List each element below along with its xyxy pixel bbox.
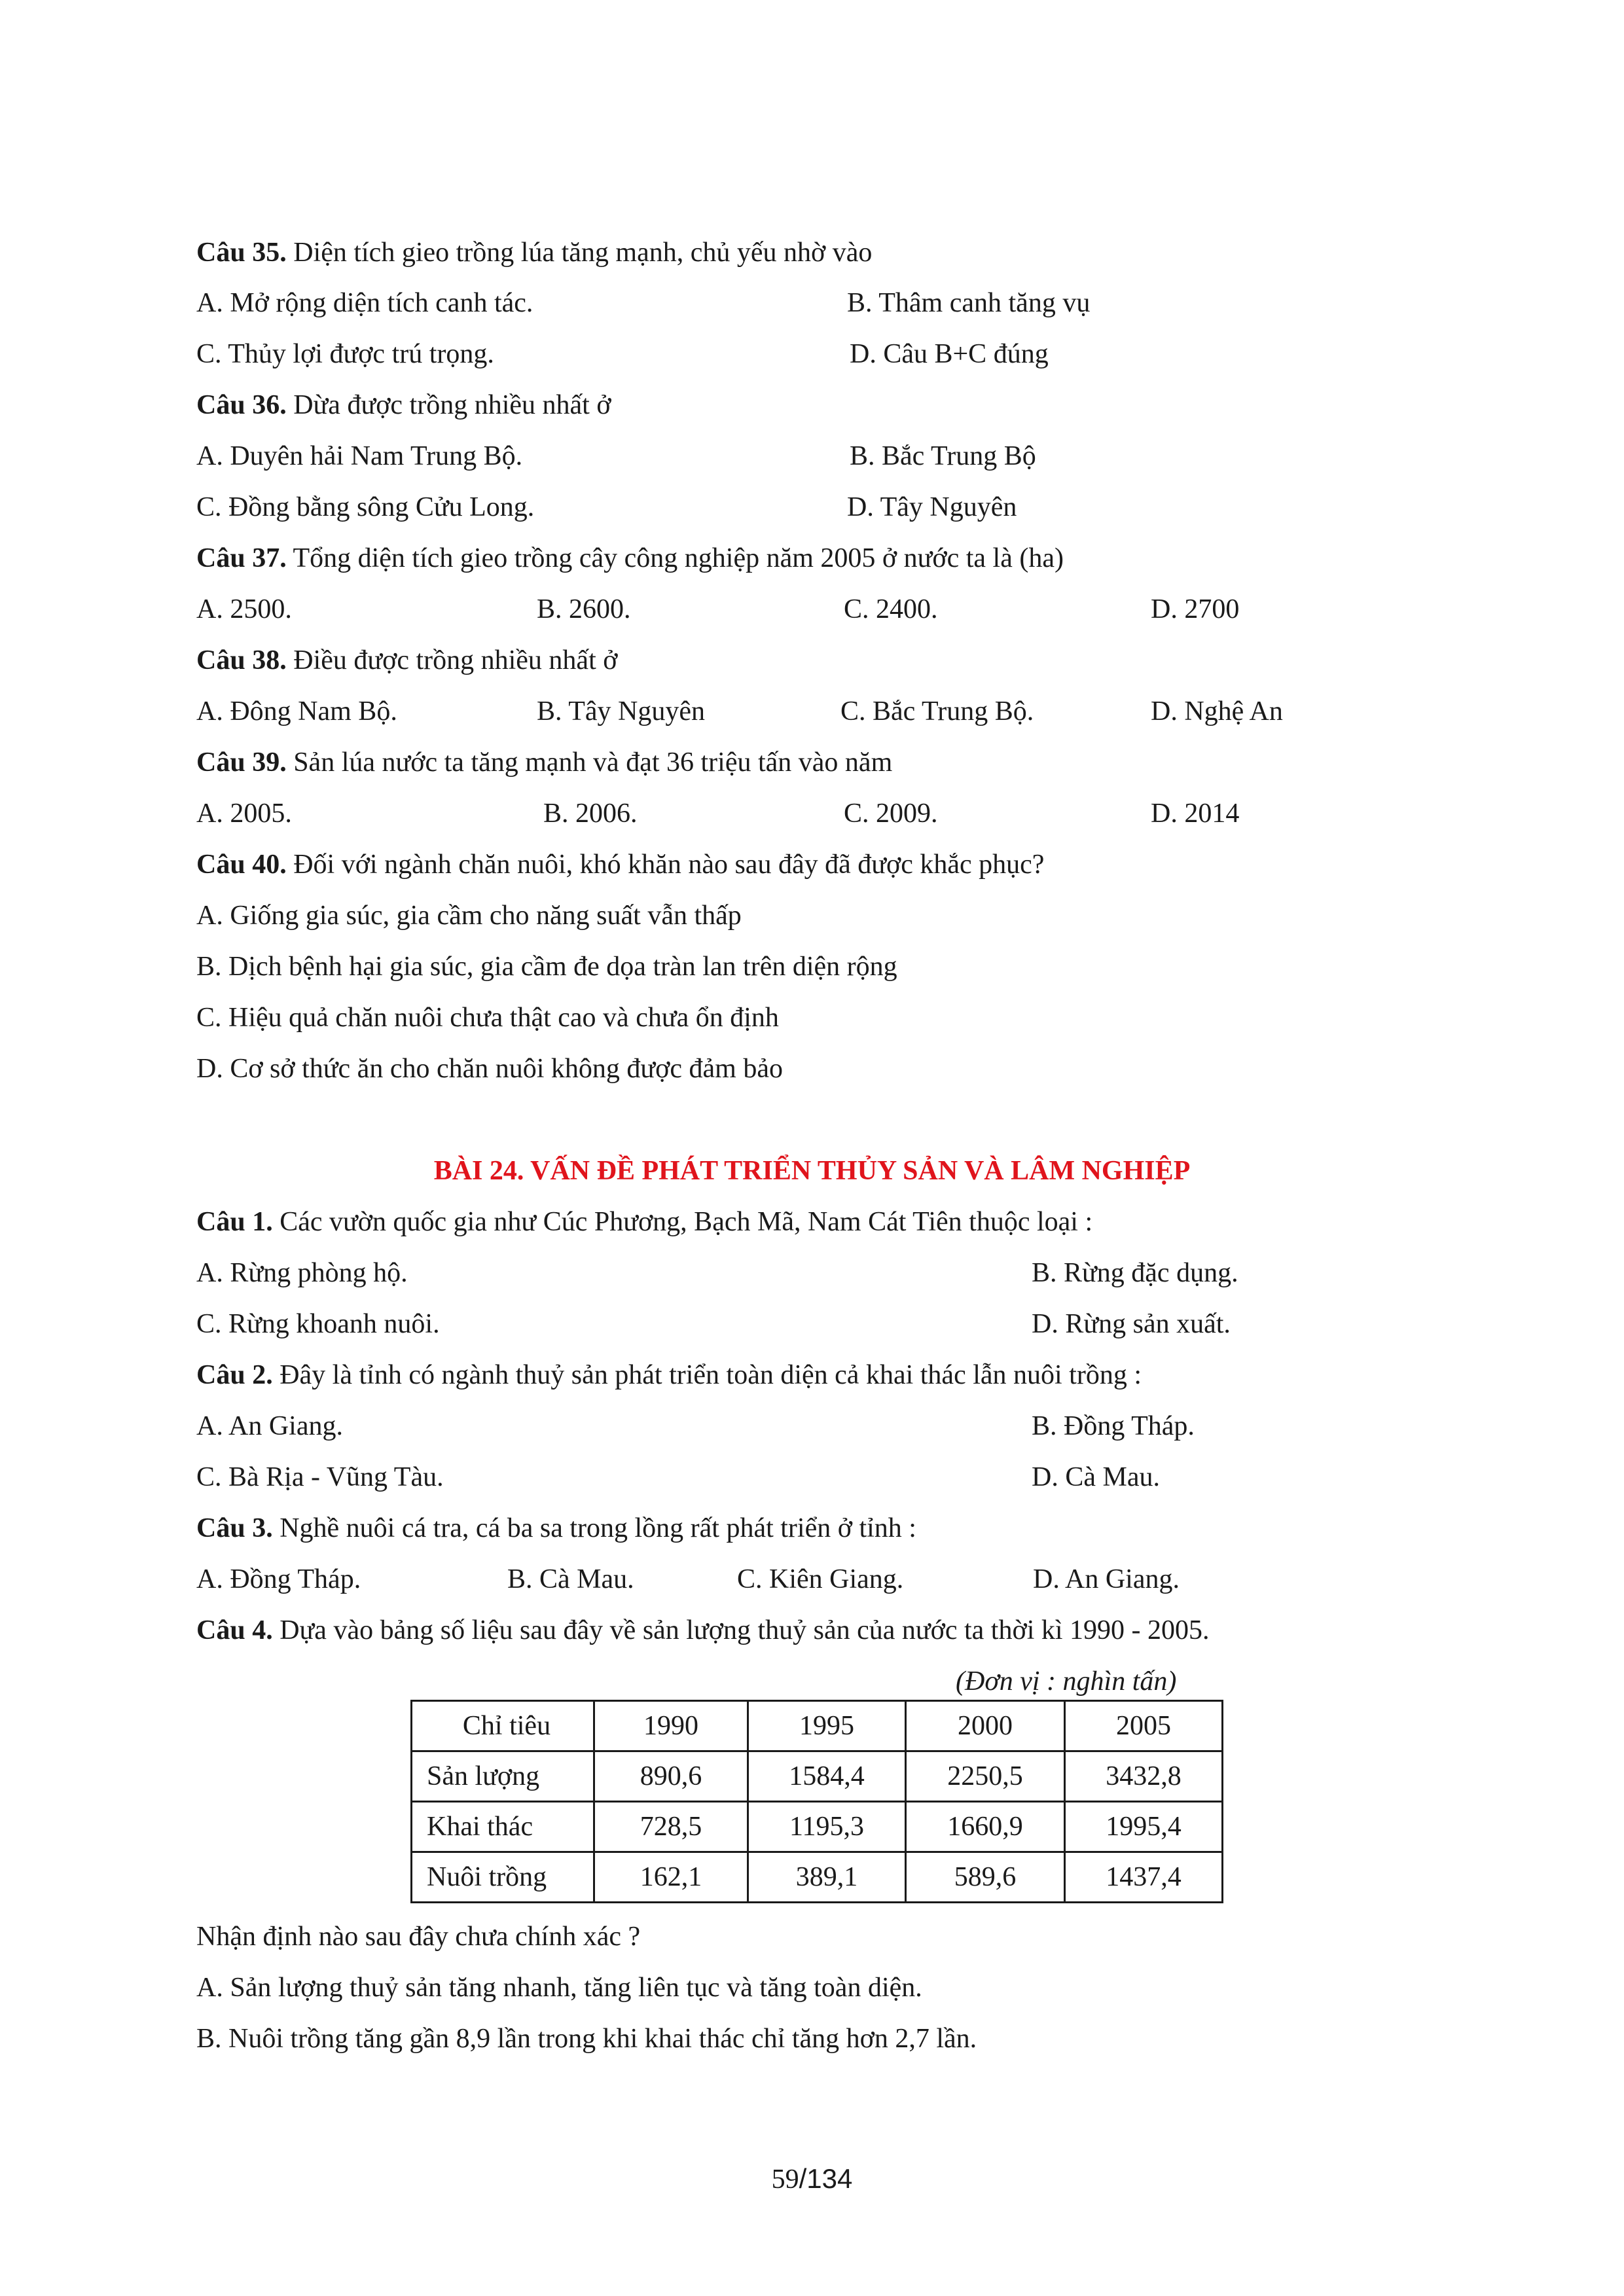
section-title: BÀI 24. VẤN ĐỀ PHÁT TRIỂN THỦY SẢN VÀ LÂM NGHIỆP [433, 1156, 1191, 1186]
question-label: Câu 4. [196, 1615, 273, 1645]
option-b: B. Tây Nguyên [537, 696, 706, 726]
table-cell: 3432,8 [1065, 1751, 1223, 1802]
option-b: B. 2006. [543, 798, 638, 829]
question-37 [196, 541, 1064, 575]
question-text: Đây là tỉnh có ngành thuỷ sản phát triển toàn diện cả khai thác lẫn nuôi trồng : [272, 1360, 1142, 1390]
option-a: A. 2500. [196, 594, 292, 624]
option-c: C. Kiên Giang. [737, 1564, 904, 1594]
option-d: D. Câu B+C đúng [850, 339, 1049, 369]
table-header-row [412, 1701, 1223, 1751]
option-a: A. An Giang. [196, 1411, 343, 1441]
table-header-cell: Chỉ tiêu [412, 1701, 594, 1751]
question-text: Đối với ngành chăn nuôi, khó khăn nào sau đây đã được khắc phục? [286, 850, 1045, 880]
question-40 [196, 848, 1044, 882]
option-d: D. An Giang. [1033, 1564, 1180, 1594]
option-c: C. Thủy lợi được trú trọng. [196, 339, 494, 369]
data-table [410, 1700, 1223, 1903]
option-b: B. 2600. [537, 594, 631, 624]
question-35 [196, 236, 872, 270]
question-label: Câu 37. [196, 543, 287, 573]
option-b: B. Cà Mau. [507, 1564, 634, 1594]
table-header-cell: 1990 [594, 1701, 748, 1751]
option-d: D. Tây Nguyên [847, 492, 1017, 522]
question-text: Nghề nuôi cá tra, cá ba sa trong lồng rất phát triển ở tỉnh : [272, 1513, 916, 1543]
question-38 [196, 643, 617, 677]
option-c: C. Hiệu quả chăn nuôi chưa thật cao và chưa ổn định [196, 1003, 779, 1033]
table-row [412, 1751, 1223, 1802]
question-text: Điều được trồng nhiều nhất ở [286, 645, 618, 675]
question-39 [196, 745, 892, 780]
table-cell: 389,1 [748, 1852, 906, 1903]
option-d: D. 2014 [1151, 798, 1240, 829]
question-text: Tổng diện tích gieo trồng cây công nghiệp năm 2005 ở nước ta là (ha) [286, 543, 1064, 573]
option-b: B. Đồng Tháp. [1032, 1411, 1195, 1441]
option-d: D. Rừng sản xuất. [1032, 1309, 1231, 1339]
option-c: C. Bà Rịa - Vũng Tàu. [196, 1462, 444, 1492]
table-cell: 728,5 [594, 1802, 748, 1852]
option-d: D. Cơ sở thức ăn cho chăn nuôi không được đảm bảo [196, 1054, 783, 1084]
option-a: A. Mở rộng diện tích canh tác. [196, 288, 533, 318]
table-header-cell: 2005 [1065, 1701, 1223, 1751]
option-a: A. Sản lượng thuỷ sản tăng nhanh, tăng liên tục và tăng toàn diện. [196, 1973, 922, 2003]
table-row [412, 1852, 1223, 1903]
question-label: Câu 3. [196, 1513, 273, 1543]
table-header-cell: 2000 [906, 1701, 1065, 1751]
option-d: D. 2700 [1151, 594, 1240, 624]
question-text: Dựa vào bảng số liệu sau đây về sản lượng thuỷ sản của nước ta thời kì 1990 - 2005. [272, 1615, 1210, 1645]
option-a: A. Đồng Tháp. [196, 1564, 361, 1594]
table-cell: Sản lượng [412, 1751, 594, 1802]
option-b: B. Nuôi trồng tăng gần 8,9 lần trong khi khai thác chỉ tăng hơn 2,7 lần. [196, 2024, 977, 2054]
table-cell: 162,1 [594, 1852, 748, 1903]
question-text: Diện tích gieo trồng lúa tăng mạnh, chủ yếu nhờ vào [286, 238, 873, 268]
option-a: A. Duyên hải Nam Trung Bộ. [196, 441, 523, 471]
table-row [412, 1802, 1223, 1852]
table-cell: 1995,4 [1065, 1802, 1223, 1852]
option-c: C. Rừng khoanh nuôi. [196, 1309, 440, 1339]
option-c: C. Bắc Trung Bộ. [840, 696, 1034, 726]
question-text: Dừa được trồng nhiều nhất ở [286, 390, 611, 420]
option-b: B. Thâm canh tăng vụ [847, 288, 1091, 318]
table-cell: 1437,4 [1065, 1852, 1223, 1903]
page-number [0, 2163, 1624, 2195]
question-3 [196, 1511, 916, 1545]
option-a: A. Đông Nam Bộ. [196, 696, 397, 726]
table-cell: Nuôi trồng [412, 1852, 594, 1903]
page-total: /134 [799, 2163, 853, 2194]
question-label: Câu 38. [196, 645, 287, 675]
option-c: C. 2400. [844, 594, 938, 624]
option-a: A. Rừng phòng hộ. [196, 1258, 408, 1288]
question-4 [196, 1613, 1210, 1647]
option-b: B. Bắc Trung Bộ [850, 441, 1036, 471]
q4-prompt: Nhận định nào sau đây chưa chính xác ? [196, 1922, 641, 1952]
question-label: Câu 36. [196, 390, 287, 420]
page-current: 59 [771, 2164, 799, 2195]
option-d: D. Cà Mau. [1032, 1462, 1160, 1492]
option-c: C. 2009. [844, 798, 938, 829]
table-cell: 890,6 [594, 1751, 748, 1802]
table-cell: 1195,3 [748, 1802, 906, 1852]
option-d: D. Nghệ An [1151, 696, 1283, 726]
table-cell: Khai thác [412, 1802, 594, 1852]
question-1 [196, 1205, 1092, 1239]
option-b: B. Rừng đặc dụng. [1032, 1258, 1238, 1288]
table-cell: 1584,4 [748, 1751, 906, 1802]
question-text: Sản lúa nước ta tăng mạnh và đạt 36 triệu tấn vào năm [286, 747, 893, 778]
table-cell: 1660,9 [906, 1802, 1065, 1852]
option-a: A. Giống gia súc, gia cầm cho năng suất vẫn thấp [196, 901, 742, 931]
table-unit: (Đơn vị : nghìn tấn) [956, 1666, 1177, 1696]
question-36 [196, 388, 611, 422]
table-cell: 2250,5 [906, 1751, 1065, 1802]
question-text: Các vườn quốc gia như Cúc Phương, Bạch Mã, Nam Cát Tiên thuộc loại : [272, 1207, 1093, 1237]
option-b: B. Dịch bệnh hại gia súc, gia cầm đe dọa tràn lan trên diện rộng [196, 952, 897, 982]
question-label: Câu 40. [196, 850, 287, 880]
question-label: Câu 35. [196, 238, 287, 268]
question-label: Câu 1. [196, 1207, 273, 1237]
question-2 [196, 1358, 1142, 1392]
table-cell: 589,6 [906, 1852, 1065, 1903]
question-label: Câu 39. [196, 747, 287, 778]
option-a: A. 2005. [196, 798, 292, 829]
table-header-cell: 1995 [748, 1701, 906, 1751]
question-label: Câu 2. [196, 1360, 273, 1390]
option-c: C. Đồng bằng sông Cửu Long. [196, 492, 535, 522]
